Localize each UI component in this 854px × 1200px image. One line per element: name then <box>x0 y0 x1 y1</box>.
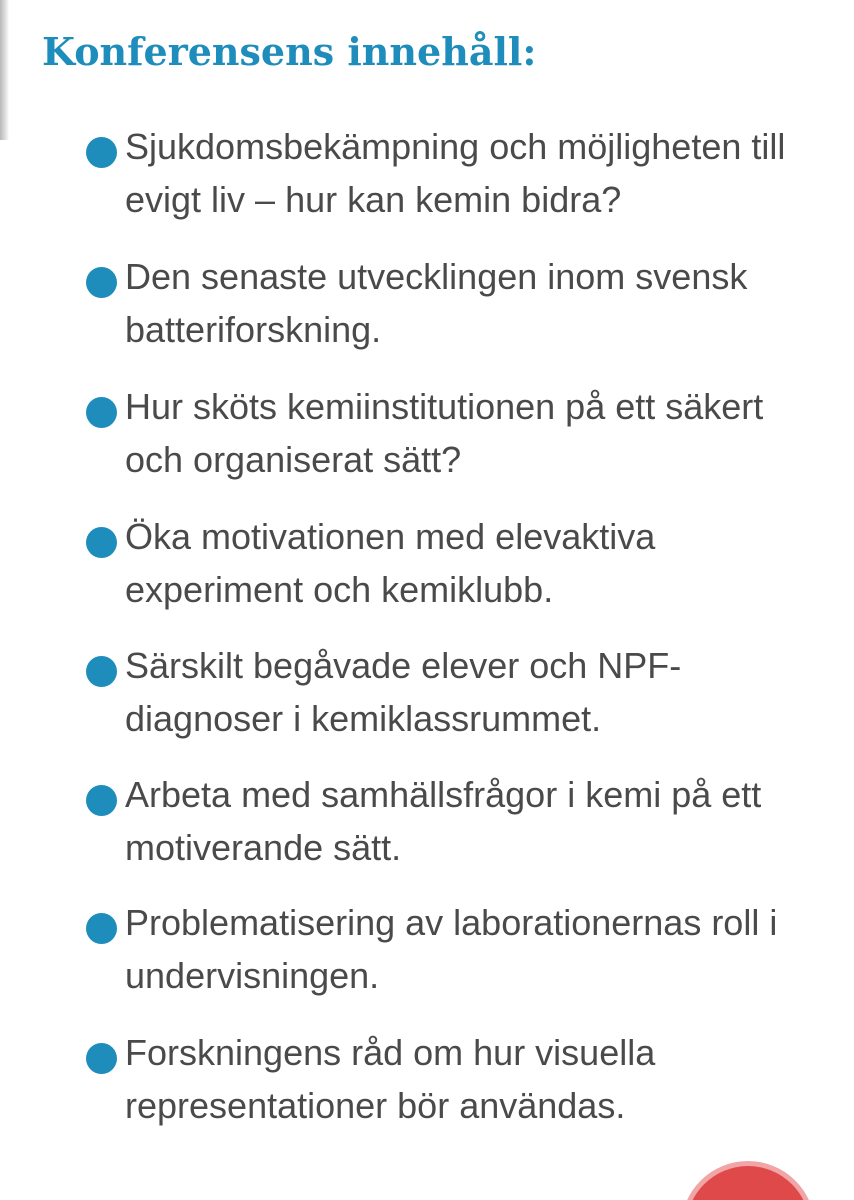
floating-action-button[interactable] <box>686 1166 810 1200</box>
list-item <box>0 896 854 1016</box>
edge-shadow <box>0 0 9 140</box>
topic-text: Sjukdomsbekämpning och möjligheten till evigt liv – hur kan kemin bidra? <box>125 126 786 220</box>
topic-text: Hur sköts kemiinstitutionen på ett säkert och organiserat sätt? <box>125 386 764 480</box>
bullet-icon <box>86 527 117 558</box>
list-item <box>0 639 854 759</box>
list-item <box>0 380 854 500</box>
list-item <box>0 768 854 888</box>
bullet-icon <box>86 137 117 168</box>
topic-text: Den senaste utvecklingen inom svensk batteriforskning. <box>125 256 748 350</box>
topic-text: Problematisering av laborationernas roll i undervisningen. <box>125 902 778 996</box>
bullet-icon <box>86 913 117 944</box>
bullet-icon <box>86 267 117 298</box>
topic-text: Arbeta med samhällsfrågor i kemi på ett motiverande sätt. <box>125 774 762 868</box>
topic-text: Särskilt begåvade elever och NPF- diagnoser i kemiklassrummet. <box>125 645 682 739</box>
topic-text: Öka motivationen med elevaktiva experiment och kemiklubb. <box>125 516 656 610</box>
bullet-icon <box>86 656 117 687</box>
list-item <box>0 120 854 240</box>
list-item <box>0 510 854 630</box>
bullet-icon <box>86 785 117 816</box>
topic-text: Forskningens råd om hur visuella representationer bör användas. <box>125 1032 656 1126</box>
bullet-icon <box>86 1043 117 1074</box>
list-item <box>0 250 854 370</box>
page-heading: Konferensens innehåll: <box>42 29 537 74</box>
bullet-icon <box>86 397 117 428</box>
list-item <box>0 1026 854 1146</box>
